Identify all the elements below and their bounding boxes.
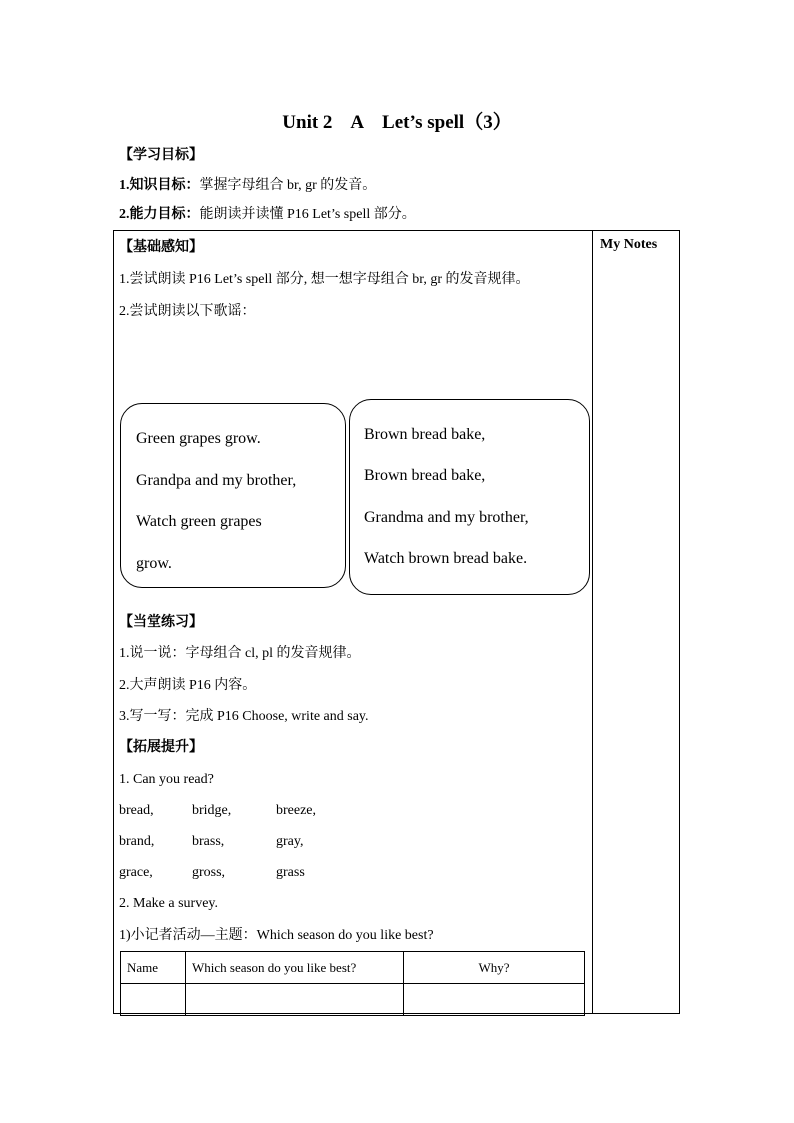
- basic-heading: 【基础感知】: [119, 240, 203, 255]
- chant-right-line: Watch brown bread bake.: [364, 550, 528, 567]
- word-item: gross,: [192, 865, 226, 880]
- practice-heading: 【当堂练习】: [119, 615, 203, 630]
- page-title: Unit 2 A Let’s spell（3）: [282, 112, 512, 133]
- knowledge-goal-label: 1.知识目标：: [119, 178, 200, 193]
- chant-left-line: grow.: [136, 555, 172, 572]
- my-notes-heading: My Notes: [600, 237, 658, 252]
- chant-right-line: Grandma and my brother,: [364, 509, 529, 526]
- survey-table: [120, 951, 585, 1016]
- chant-left-line: Grandpa and my brother,: [136, 472, 297, 489]
- word-item: grace,: [119, 865, 153, 880]
- table-cell-why[interactable]: [404, 984, 585, 1016]
- ability-goal: [119, 205, 416, 225]
- table-header-cell: Why?: [404, 952, 585, 984]
- word-item: brass,: [192, 834, 225, 849]
- chant-left-line: Green grapes grow.: [136, 430, 261, 447]
- table-header-cell: Name: [121, 952, 186, 984]
- basic-item-2: 2.尝试朗读以下歌谣：: [119, 304, 256, 319]
- word-item: gray,: [276, 834, 304, 849]
- extend-item-2: 2. Make a survey.: [119, 896, 219, 911]
- knowledge-goal: [119, 176, 376, 196]
- word-item: bread,: [119, 803, 154, 818]
- practice-item-3: 3.写一写：完成 P16 Choose, write and say.: [119, 709, 369, 724]
- goals-heading: 【学习目标】: [119, 148, 203, 163]
- word-item: grass: [276, 865, 305, 880]
- word-item: bridge,: [192, 803, 232, 818]
- table-cell-season[interactable]: [186, 984, 404, 1016]
- word-item: breeze,: [276, 803, 317, 818]
- practice-item-1: 1.说一说：字母组合 cl, pl 的发音规律。: [119, 646, 361, 661]
- table-header-cell: Which season do you like best?: [186, 952, 404, 984]
- ability-goal-text: 能朗读并读懂 P16 Let’s spell 部分。: [199, 207, 416, 222]
- chant-left-line: Watch green grapes: [136, 513, 262, 530]
- chant-bubble-right: [349, 399, 590, 595]
- knowledge-goal-text: 掌握字母组合 br, gr 的发音。: [199, 178, 377, 193]
- chant-right-line: Brown bread bake,: [364, 426, 486, 443]
- table-header-row: [121, 952, 585, 984]
- extend-item-1: 1. Can you read?: [119, 772, 214, 787]
- practice-item-2: 2.大声朗读 P16 内容。: [119, 678, 257, 693]
- chant-bubble-left: [120, 403, 346, 588]
- table-cell-name[interactable]: [121, 984, 186, 1016]
- extend-heading: 【拓展提升】: [119, 740, 203, 755]
- notes-column-divider: [592, 230, 593, 1014]
- word-item: brand,: [119, 834, 155, 849]
- basic-item-1: 1.尝试朗读 P16 Let’s spell 部分, 想一想字母组合 br, gr 的发音规律。: [119, 272, 530, 287]
- ability-goal-label: 2.能力目标：: [119, 207, 200, 222]
- extend-item-3: 1)小记者活动—主题：Which season do you like best?: [119, 928, 434, 943]
- chant-right-line: Brown bread bake,: [364, 467, 486, 484]
- table-row: [121, 984, 585, 1016]
